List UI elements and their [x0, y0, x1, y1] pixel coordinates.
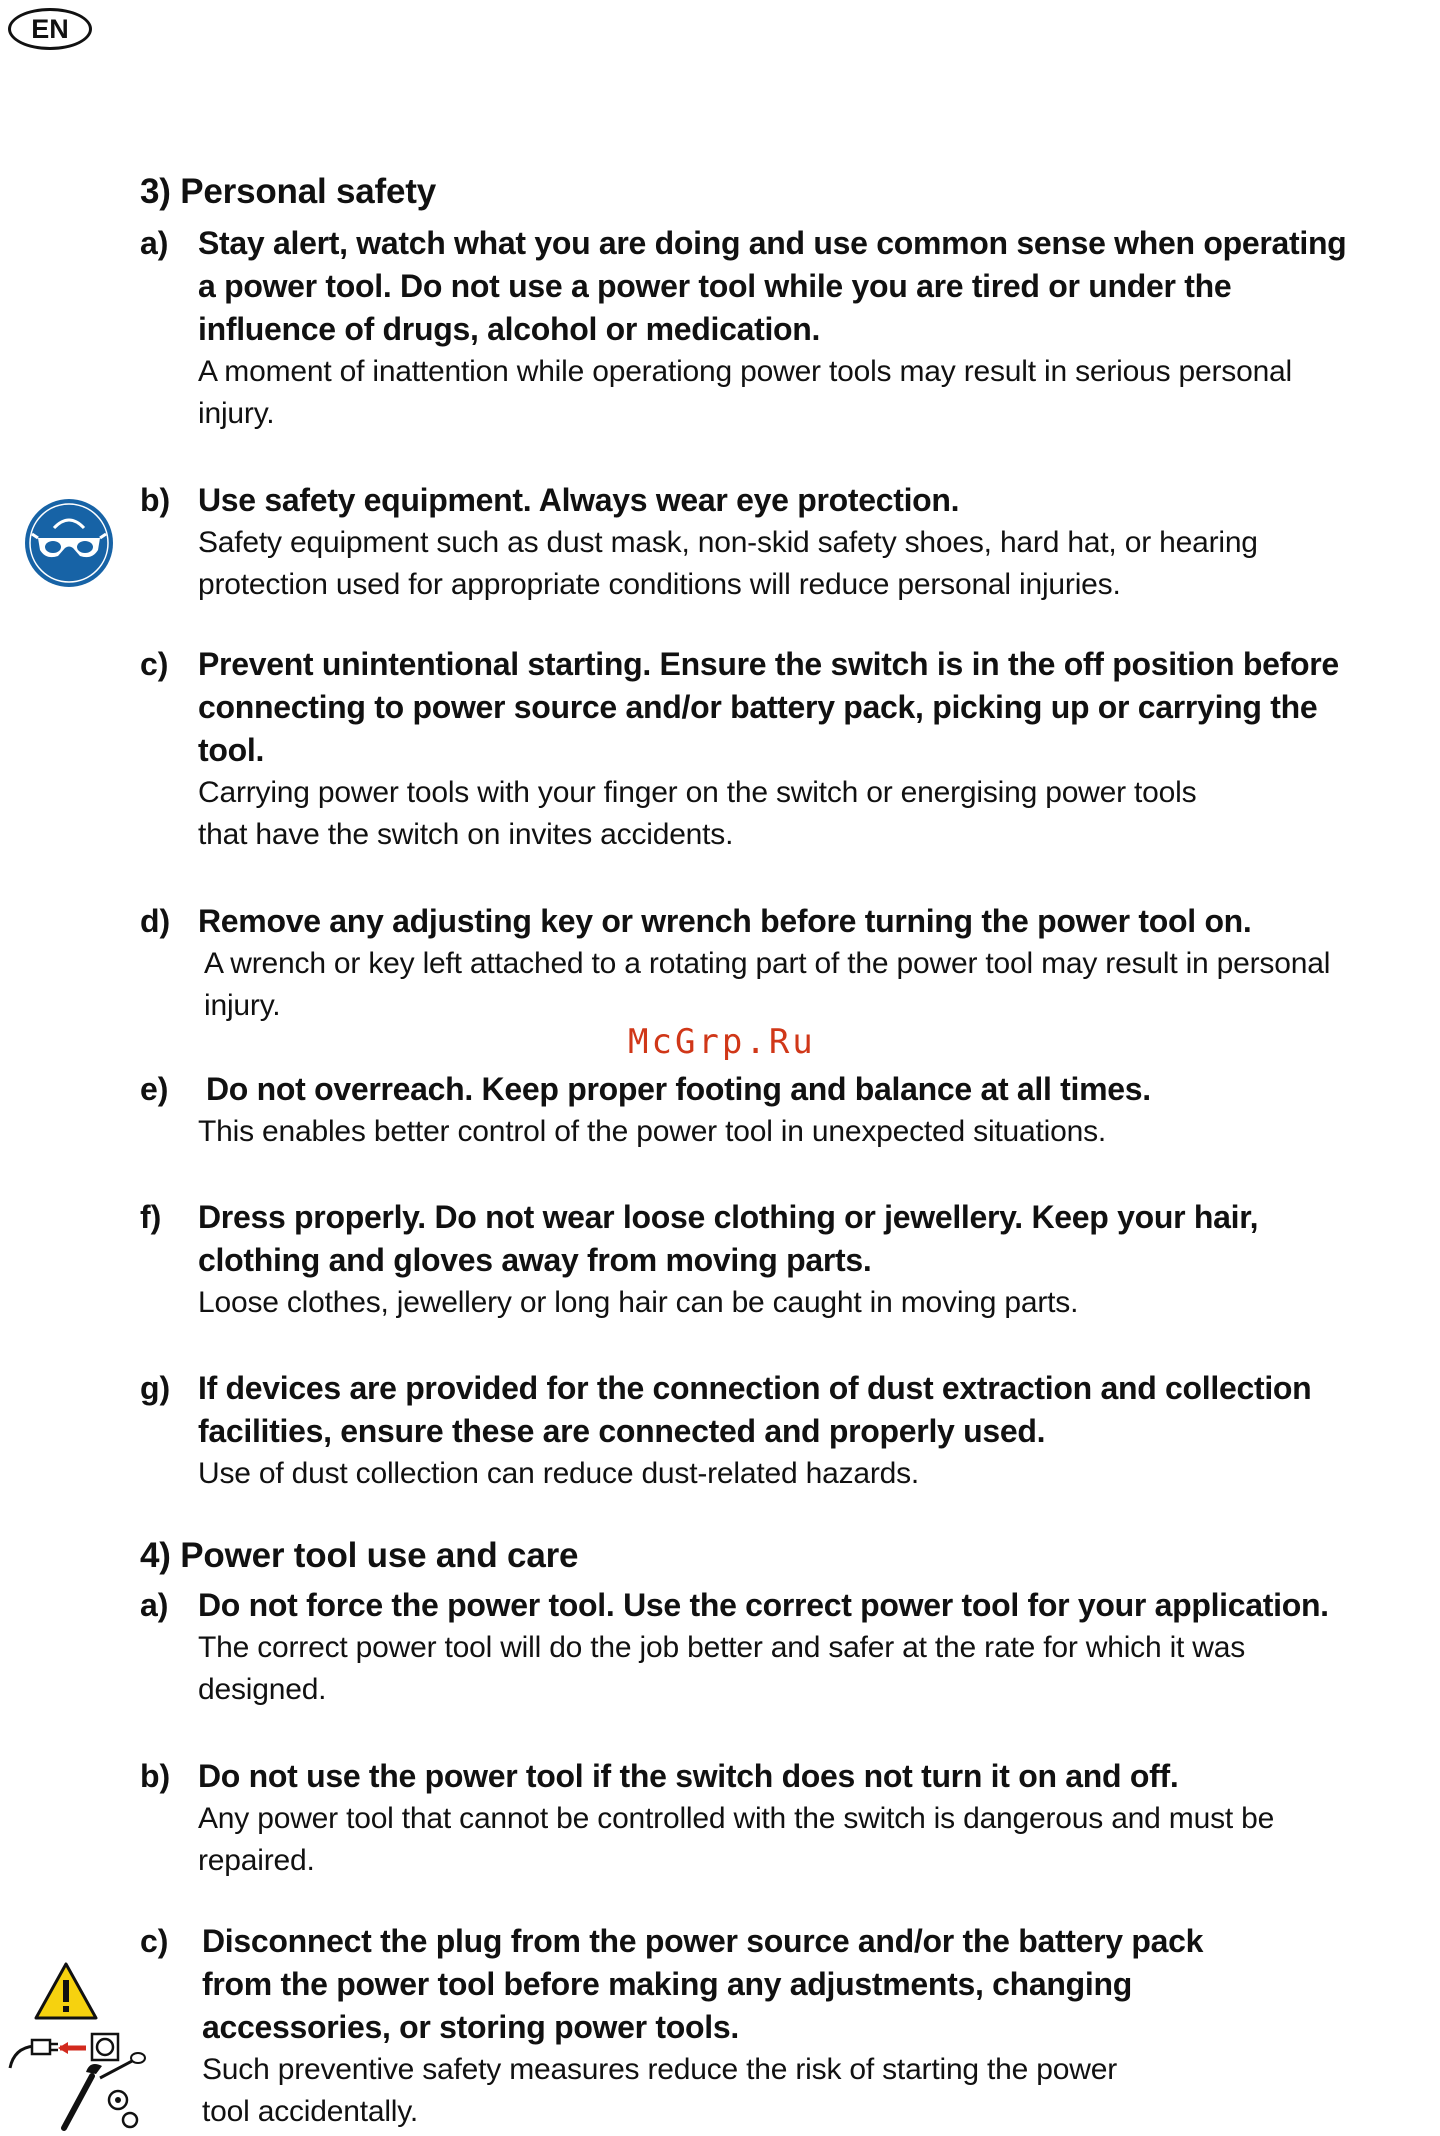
item-text-line: Such preventive safety measures reduce the risk of starting the power [202, 2053, 1117, 2086]
item-text-line: Loose clothes, jewellery or long hair can be caught in moving parts. [198, 1286, 1079, 1319]
item-text-line: The correct power tool will do the job better and safer at the rate for which it was [198, 1631, 1246, 1664]
item-text-line: Any power tool that cannot be controlled with the switch is dangerous and must be [198, 1802, 1275, 1835]
item-text-line: Use of dust collection can reduce dust-related hazards. [198, 1457, 920, 1490]
item-label: f) [140, 1199, 162, 1235]
list-item [140, 1920, 1440, 2133]
item-bold-line: from the power tool before making any adjustments, changing [202, 1966, 1132, 2002]
list-item [140, 643, 1440, 856]
list-item [140, 1584, 1440, 1711]
item-label: e) [140, 1071, 169, 1107]
list-item [140, 900, 1440, 1027]
item-text-line: protection used for appropriate conditions will reduce personal injuries. [198, 568, 1121, 601]
item-bold-line: influence of drugs, alcohol or medication. [198, 311, 821, 347]
list-item [140, 1755, 1440, 1882]
item-bold-line: Stay alert, watch what you are doing and use common sense when operating [198, 225, 1347, 261]
item-bold-line: Do not force the power tool. Use the correct power tool for your application. [198, 1587, 1329, 1623]
item-text-line: Safety equipment such as dust mask, non-skid safety shoes, hard hat, or hearing [198, 526, 1258, 559]
eye-protection-icon [24, 498, 114, 588]
item-text-line: This enables better control of the power tool in unexpected situations. [198, 1115, 1107, 1148]
item-label: g) [140, 1370, 171, 1406]
list-item [140, 222, 1440, 435]
item-text-line: A wrench or key left attached to a rotating part of the power tool may result in personal [204, 947, 1331, 980]
item-text-line: injury. [198, 397, 275, 430]
item-label: c) [140, 646, 169, 682]
item-bold-line: Dress properly. Do not wear loose clothing or jewellery. Keep your hair, [198, 1199, 1259, 1235]
watermark: McGrp.Ru [628, 1022, 816, 1062]
item-bold-line: tool. [198, 732, 265, 768]
item-bold-line: Use safety equipment. Always wear eye protection. [198, 482, 960, 518]
section-heading-power-tool-use: 4) Power tool use and care [140, 1536, 579, 1575]
list-item [140, 1196, 1440, 1324]
item-bold-line: Disconnect the plug from the power source and/or the battery pack [202, 1923, 1204, 1959]
item-bold-line: accessories, or storing power tools. [202, 2009, 739, 2045]
item-bold-line: Do not use the power tool if the switch does not turn it on and off. [198, 1758, 1179, 1794]
item-text-line: that have the switch on invites accidents. [198, 818, 734, 851]
list-item [140, 1367, 1440, 1495]
section-heading-personal-safety: 3) Personal safety [140, 172, 436, 211]
item-bold-line: facilities, ensure these are connected and properly used. [198, 1413, 1046, 1449]
warning-unplug-icon [6, 1960, 146, 2132]
list-item [140, 479, 1440, 606]
item-label: b) [140, 1758, 171, 1794]
item-text-line: injury. [204, 989, 281, 1022]
item-label: a) [140, 225, 169, 261]
item-bold-line: If devices are provided for the connection of dust extraction and collection [198, 1370, 1312, 1406]
item-label: a) [140, 1587, 169, 1623]
item-bold-line: Remove any adjusting key or wrench before turning the power tool on. [198, 903, 1252, 939]
item-bold-line: clothing and gloves away from moving parts. [198, 1242, 872, 1278]
item-label: c) [140, 1923, 169, 1959]
list-item [140, 1068, 1440, 1153]
item-label: b) [140, 482, 171, 518]
language-badge: EN [8, 8, 92, 50]
item-text-line: A moment of inattention while operationg power tools may result in serious personal [198, 355, 1293, 388]
item-bold-line: Do not overreach. Keep proper footing and balance at all times. [206, 1071, 1151, 1107]
item-bold-line: connecting to power source and/or battery pack, picking up or carrying the [198, 689, 1318, 725]
item-text-line: tool accidentally. [202, 2095, 418, 2128]
item-label: d) [140, 903, 171, 939]
item-text-line: Carrying power tools with your finger on the switch or energising power tools [198, 776, 1197, 809]
item-bold-line: a power tool. Do not use a power tool while you are tired or under the [198, 268, 1232, 304]
item-bold-line: Prevent unintentional starting. Ensure the switch is in the off position before [198, 646, 1339, 682]
item-text-line: designed. [198, 1673, 327, 1706]
item-text-line: repaired. [198, 1844, 315, 1877]
